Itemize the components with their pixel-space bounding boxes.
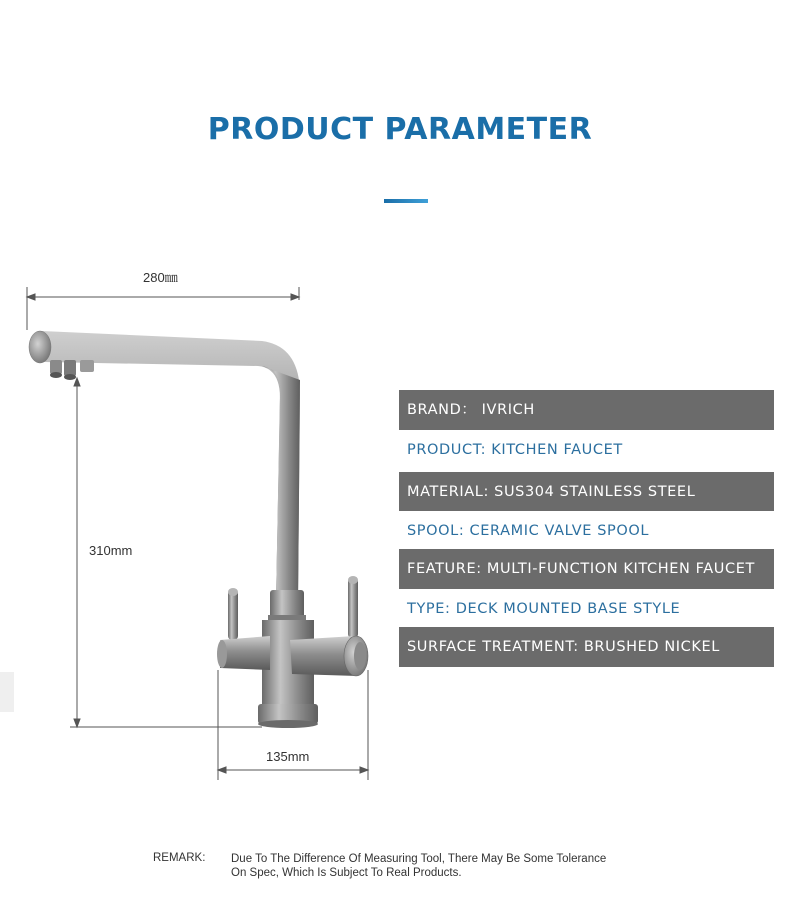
param-brand: BRAND： IVRICH <box>399 390 774 430</box>
param-product: PRODUCT: KITCHEN FAUCET <box>399 430 774 472</box>
dimension-280 <box>27 287 299 330</box>
dimension-label-310: 310mm <box>89 543 133 558</box>
param-surface: SURFACE TREATMENT: BRUSHED NICKEL <box>399 627 774 667</box>
param-type: TYPE: DECK MOUNTED BASE STYLE <box>399 589 774 627</box>
param-feature: FEATURE: MULTI-FUNCTION KITCHEN FAUCET <box>399 549 774 589</box>
param-material: MATERIAL: SUS304 STAINLESS STEEL <box>399 472 774 511</box>
dimension-label-280: 280㎜ <box>143 270 178 285</box>
parameter-table <box>399 390 774 667</box>
dimension-label-135: 135mm <box>266 749 310 764</box>
remark-label: REMARK: <box>153 852 206 864</box>
remark-line-1: Due To The Difference Of Measuring Tool, There May Be Some Tolerance <box>231 853 607 865</box>
faucet-illustration <box>29 331 368 728</box>
side-tab <box>0 672 14 712</box>
remark-text <box>231 852 691 880</box>
remark-line-2: On Spec, Which Is Subject To Real Products. <box>231 867 462 879</box>
page-title: PRODUCT PARAMETER <box>207 112 593 147</box>
param-spool: SPOOL: CERAMIC VALVE SPOOL <box>399 511 774 549</box>
